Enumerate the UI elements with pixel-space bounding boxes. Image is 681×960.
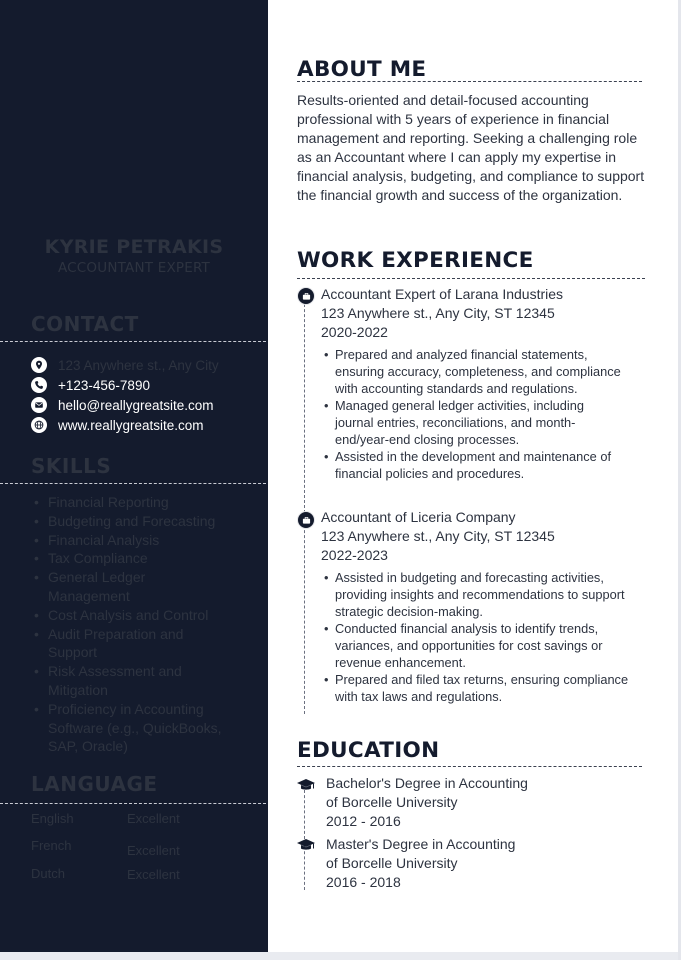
language-heading: LANGUAGE	[31, 772, 158, 796]
education-entry	[326, 774, 626, 831]
education-years: 2016 - 2018	[326, 874, 401, 890]
work-divider	[297, 278, 645, 279]
contact-phone-link[interactable]: +123-456-7890	[58, 377, 150, 393]
language-name: Dutch	[31, 866, 65, 881]
list-item: • Risk Assessment and Mitigation	[32, 662, 223, 700]
location-pin-icon	[31, 357, 47, 373]
contact-address-text: 123 Anywhere st., Any City	[58, 357, 219, 373]
language-divider	[0, 803, 266, 804]
list-item: • General Ledger Management	[32, 568, 158, 606]
graduation-cap-icon	[296, 778, 316, 792]
job-title: Accountant of Liceria Company	[321, 509, 516, 525]
work-heading: WORK EXPERIENCE	[297, 248, 534, 273]
job-bullets	[321, 569, 636, 705]
school-name: of Borcelle University	[326, 855, 458, 871]
school-name: of Borcelle University	[326, 794, 458, 810]
job-dates: 2020-2022	[321, 324, 388, 340]
list-item: • Assisted in the development and maintenance of financial policies and procedures.	[321, 448, 621, 482]
skills-heading: SKILLS	[31, 454, 112, 478]
language-name: English	[31, 811, 74, 826]
job-title: Accountant Expert of Larana Industries	[321, 286, 564, 302]
list-item: • Financial Analysis	[32, 531, 252, 550]
list-item: • Budgeting and Forecasting	[32, 512, 252, 531]
briefcase-icon	[297, 511, 315, 529]
job-address: 123 Anywhere st., Any City, ST 12345	[321, 528, 555, 544]
language-level: Excellent	[127, 811, 180, 826]
work-timeline	[304, 294, 305, 714]
job-entry	[321, 285, 651, 482]
mail-icon	[31, 397, 47, 413]
graduation-cap-icon	[296, 838, 316, 852]
profile-role: ACCOUNTANT EXPERT	[57, 260, 211, 276]
contact-email-link[interactable]: hello@reallygreatsite.com	[58, 397, 214, 413]
language-level: Excellent	[127, 867, 180, 882]
contact-divider	[0, 341, 266, 342]
list-item: • Assisted in budgeting and forecasting activities, providing insights and recommendations to support strategic decision-making.	[321, 569, 636, 620]
degree-title: Master's Degree in Accounting	[326, 836, 516, 852]
language-name: French	[31, 838, 72, 853]
contact-website	[31, 417, 204, 433]
contact-address	[31, 357, 219, 373]
skills-list	[32, 493, 252, 756]
job-address: 123 Anywhere st., Any City, ST 12345	[321, 305, 555, 321]
about-divider	[297, 81, 642, 82]
contact-phone	[31, 377, 150, 393]
skills-divider	[0, 483, 266, 484]
about-heading: ABOUT ME	[297, 57, 427, 82]
list-item: • Audit Preparation and Support	[32, 625, 223, 663]
globe-icon	[31, 417, 47, 433]
education-entry	[326, 835, 626, 892]
list-item: • Prepared and analyzed financial statements, ensuring accuracy, completeness, and compliance with accounting standards and regulations.	[321, 346, 621, 397]
language-level: Excellent	[127, 843, 180, 858]
list-item: • Cost Analysis and Control	[32, 606, 252, 625]
list-item: • Managed general ledger activities, including journal entries, reconciliations, and month-end/year-end closing processes.	[321, 397, 621, 448]
briefcase-icon	[297, 287, 315, 305]
education-divider	[297, 766, 642, 767]
about-text: Results-oriented and detail-focused accounting professional with 5 years of experience in financial management and reporting. Seeking a challenging role as an Accountant where I can apply my expertise in financial analysis, budgeting, and compliance to support the financial growth and success of the organization.	[297, 92, 645, 203]
job-dates: 2022-2023	[321, 547, 388, 563]
list-item: • Prepared and filed tax returns, ensuring compliance with tax laws and regulations.	[321, 671, 636, 705]
education-heading: EDUCATION	[297, 738, 440, 763]
page-bottom-band	[0, 952, 681, 960]
profile-name: KYRIE PETRAKIS	[44, 236, 224, 258]
job-entry	[321, 508, 651, 705]
list-item: • Proficiency in Accounting Software (e.g., QuickBooks, SAP, Oracle)	[32, 700, 253, 756]
contact-website-link[interactable]: www.reallygreatsite.com	[58, 417, 204, 433]
job-bullets	[321, 346, 621, 482]
contact-heading: CONTACT	[31, 312, 139, 336]
degree-title: Bachelor's Degree in Accounting	[326, 775, 528, 791]
education-years: 2012 - 2016	[326, 813, 401, 829]
contact-email	[31, 397, 214, 413]
list-item: • Conducted financial analysis to identify trends, variances, and opportunities for cost savings or revenue enhancement.	[321, 620, 636, 671]
phone-icon	[31, 377, 47, 393]
list-item: • Tax Compliance	[32, 549, 252, 568]
list-item: • Financial Reporting	[32, 493, 252, 512]
